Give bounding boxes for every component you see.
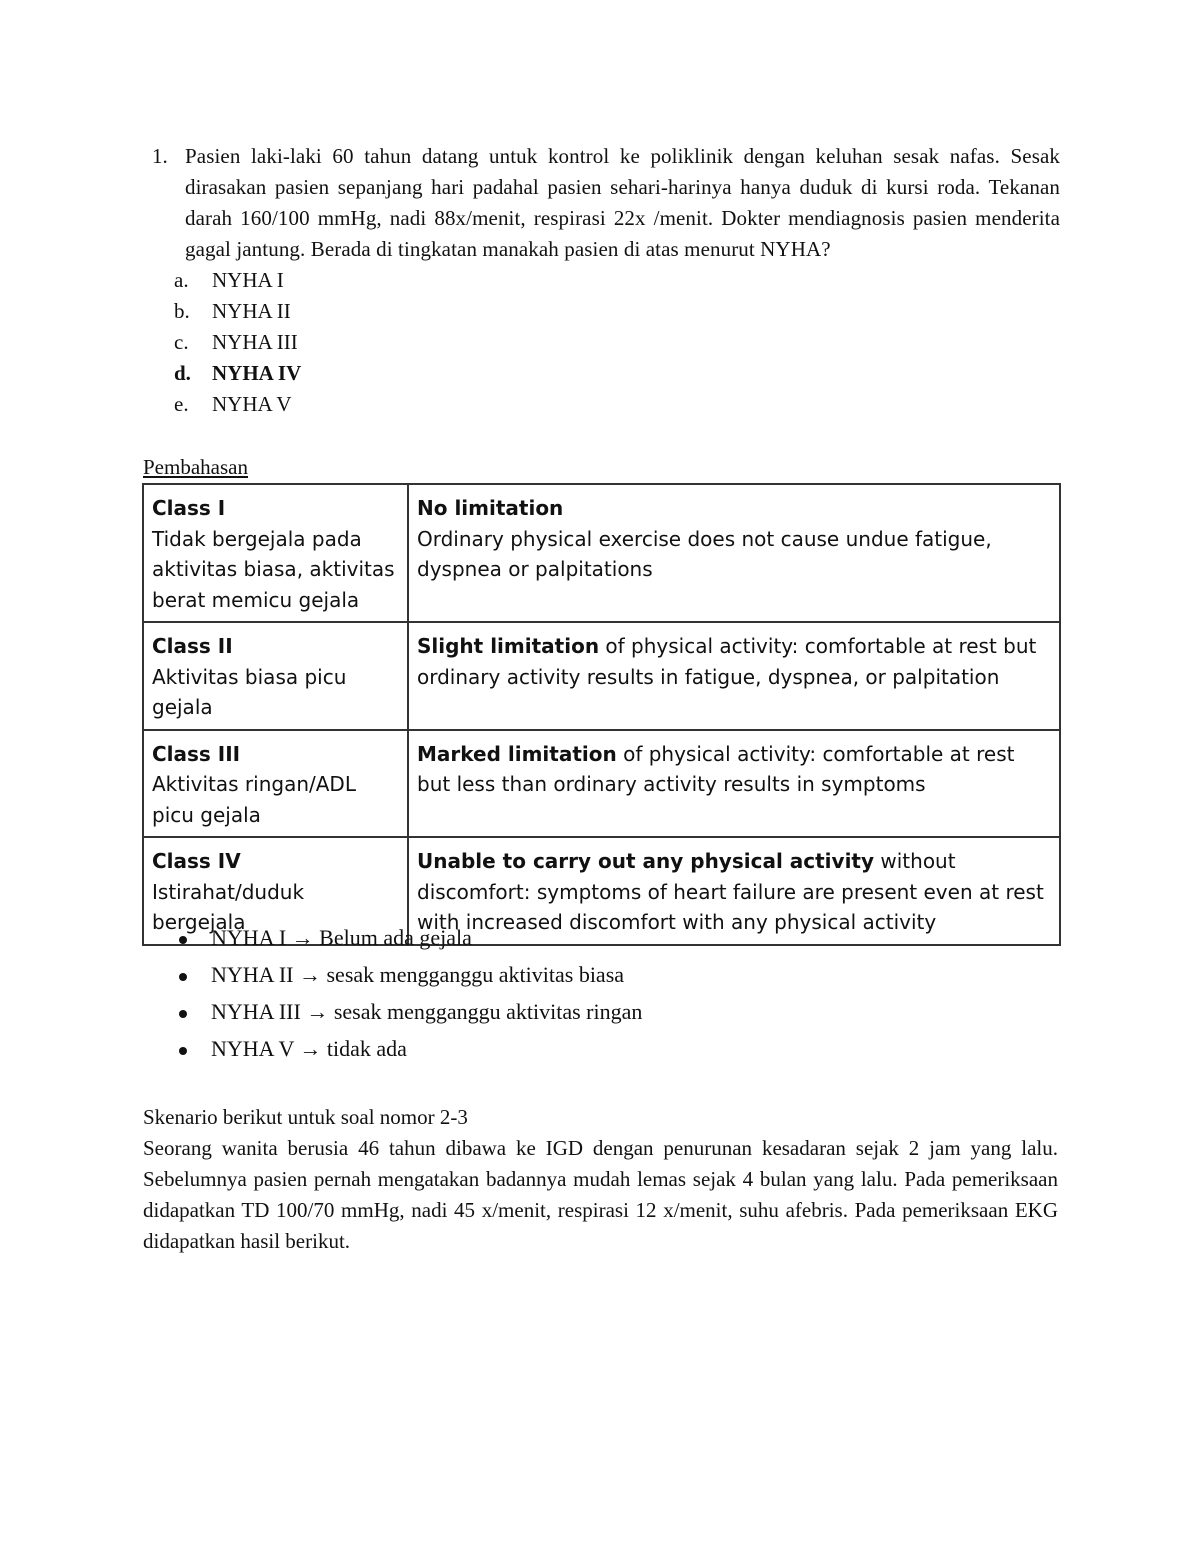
bullet-text: NYHA III → sesak mengganggu aktivitas ringan: [211, 999, 643, 1024]
option-d-correct: [145, 358, 1060, 389]
class-description: Istirahat/duduk bergejala: [152, 879, 305, 934]
class-cell: [143, 730, 408, 838]
nyha-summary-list: [175, 923, 642, 1071]
limitation-cell: [408, 622, 1060, 730]
bullet-text: NYHA I → Belum ada gejala: [211, 925, 472, 950]
option-letter: b.: [174, 299, 190, 323]
nyha-classification-table: [142, 483, 1061, 946]
limitation-description: of physical activity: comfortable at rest but less than ordinary activity results in symptoms: [417, 741, 1015, 796]
scenario-section: [143, 1102, 1058, 1257]
limitation-lead: No limitation: [417, 496, 564, 520]
list-item: [175, 923, 642, 960]
list-item: [175, 960, 642, 997]
option-text: NYHA V: [212, 392, 292, 416]
bullet-icon: [179, 936, 187, 944]
class-title: Class II: [152, 634, 233, 658]
option-c: [145, 327, 1060, 358]
list-item: [175, 1034, 642, 1071]
option-text: NYHA IV: [212, 361, 302, 385]
scenario-heading: Skenario berikut untuk soal nomor 2-3: [143, 1105, 468, 1129]
bullet-icon: [179, 1047, 187, 1055]
bullet-text: NYHA II → sesak mengganggu aktivitas biasa: [211, 962, 625, 987]
option-letter: e.: [174, 392, 189, 416]
class-description: Tidak bergejala pada aktivitas biasa, aktivitas berat memicu gejala: [152, 526, 395, 612]
class-title: Class I: [152, 496, 226, 520]
class-cell: [143, 484, 408, 622]
limitation-lead: Slight limitation: [417, 634, 600, 658]
pembahasan-heading: Pembahasan: [143, 455, 248, 479]
answer-options: [145, 265, 1060, 420]
limitation-lead: Marked limitation: [417, 741, 617, 766]
option-letter: a.: [174, 268, 189, 292]
question-number: 1.: [152, 144, 168, 168]
option-text: NYHA I: [212, 268, 284, 292]
class-cell: [143, 622, 408, 730]
option-text: NYHA II: [212, 299, 291, 323]
bullet-icon: [179, 1010, 187, 1018]
question-text: Pasien laki-laki 60 tahun datang untuk kontrol ke poliklinik dengan keluhan sesak nafas. Sesak dirasakan pasien sepanjang hari padahal pasien sehari-harinya hanya duduk di kursi roda. Tekanan darah 160/100 mmHg, nadi 88x/menit, respirasi 22x /menit. Dokter mendiagnosis pasien menderita gagal jantung. Berada di tingkatan manakah pasien di atas menurut NYHA?: [185, 144, 1060, 261]
list-item: [175, 997, 642, 1034]
bullet-text: NYHA V → tidak ada: [211, 1036, 407, 1061]
limitation-description: Ordinary physical exercise does not cause undue fatigue, dyspnea or palpitations: [417, 526, 992, 581]
option-letter: d.: [174, 361, 191, 385]
scenario-body: Seorang wanita berusia 46 tahun dibawa ke IGD dengan penurunan kesadaran sejak 2 jam yang lalu. Sebelumnya pasien pernah mengatakan badannya mudah lemas sejak 4 bulan yang lalu. Pada pemeriksaan didapatkan TD 100/70 mmHg, nadi 45 x/menit, respirasi 12 x/menit, suhu afebris. Pada pemeriksaan EKG didapatkan hasil berikut.: [143, 1136, 1058, 1253]
limitation-cell: [408, 730, 1060, 838]
table-row: [143, 622, 1060, 730]
table-row: [143, 730, 1060, 838]
class-description: Aktivitas biasa picu gejala: [152, 664, 347, 719]
bullet-icon: [179, 973, 187, 981]
option-b: [145, 296, 1060, 327]
option-e: [145, 389, 1060, 420]
limitation-description: without discomfort: symptoms of heart failure are present even at rest with increased discomfort with any physical activity: [417, 849, 1044, 934]
class-title: Class III: [152, 741, 241, 766]
limitation-lead: Unable to carry out any physical activity: [417, 849, 875, 873]
class-description: Aktivitas ringan/ADL picu gejala: [152, 772, 356, 827]
question-1: [145, 141, 1060, 420]
limitation-description: of physical activity: comfortable at rest but ordinary activity results in fatigue, dyspnea, or palpitation: [417, 634, 1037, 689]
option-text: NYHA III: [212, 330, 298, 354]
limitation-cell: [408, 484, 1060, 622]
option-a: [145, 265, 1060, 296]
table-row: [143, 484, 1060, 622]
class-title: Class IV: [152, 849, 241, 873]
option-letter: c.: [174, 330, 189, 354]
